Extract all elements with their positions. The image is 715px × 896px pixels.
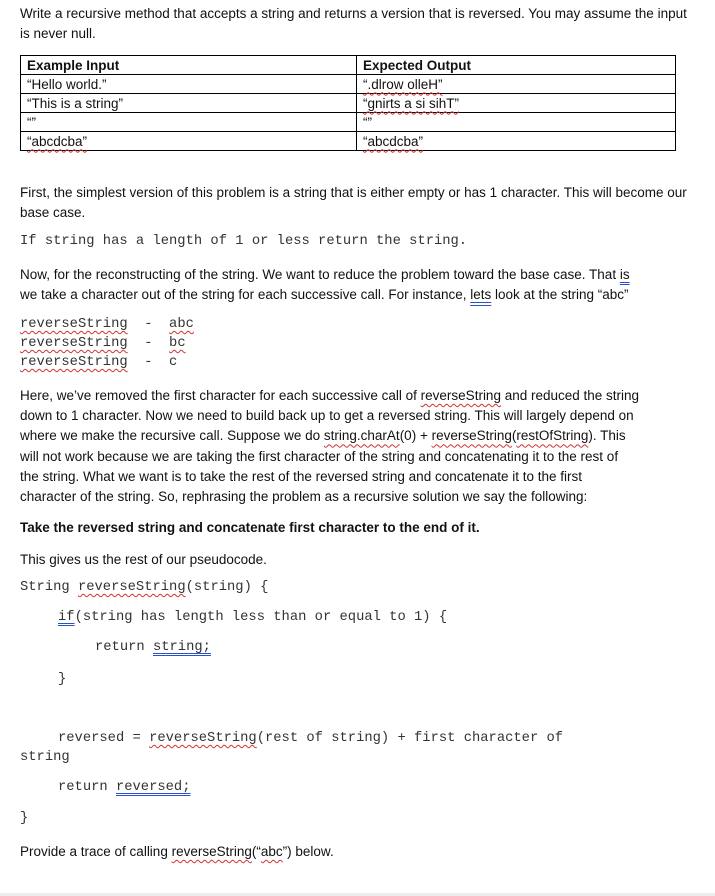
grammar-flag: string; — [152, 640, 211, 655]
explanation-line — [20, 386, 690, 406]
reconstruct-text: look at the string “abc” — [491, 287, 629, 303]
trace-argument: bc — [169, 336, 186, 351]
code-text: reversed = — [58, 731, 150, 746]
reconstruct-line-2 — [20, 285, 690, 305]
grammar-flag: is — [619, 267, 630, 282]
table-row — [21, 113, 676, 132]
trace-line — [20, 317, 194, 332]
pseudo-close-outer: } — [20, 811, 29, 826]
trace-separator: - — [127, 317, 170, 332]
pseudo-reversed-wrap: string — [20, 750, 70, 765]
explanation-text: (0) + — [399, 428, 432, 444]
table-row — [21, 94, 676, 113]
pseudo-close-brace: } — [58, 672, 67, 687]
trace-argument: c — [169, 355, 178, 370]
code-text: String — [20, 580, 78, 595]
reconstruct-line-1 — [20, 265, 690, 285]
code-text: return — [58, 780, 116, 795]
final-text: (“ — [251, 844, 261, 859]
table-cell-output — [357, 94, 676, 113]
explanation-line: character of the string. So, rephrasing the problem as a recursive solution we say the following: — [20, 489, 588, 505]
table-cell-input: “” — [21, 113, 357, 132]
trace-function: reverseString — [20, 355, 128, 370]
base-case-paragraph: First, the simplest version of this problem is a string that is either empty or has 1 character. This will become our base case. — [20, 185, 687, 221]
pseudo-if-line — [58, 610, 447, 625]
table-cell-output — [357, 132, 676, 151]
grammar-flag: if — [58, 610, 75, 625]
trace-argument: abc — [169, 317, 194, 332]
intro-paragraph: Write a recursive method that accepts a string and returns a version that is reversed. You may assume the input is never null. — [20, 6, 687, 42]
explanation-text: ). This — [588, 428, 626, 444]
table-row — [21, 132, 676, 151]
spell-flag: abc — [260, 844, 283, 859]
trace-separator: - — [127, 336, 170, 351]
table-row — [21, 75, 676, 94]
spell-flag: reverseString — [431, 428, 512, 444]
table-cell-input — [21, 132, 357, 151]
bold-statement: Take the reversed string and concatenate first character to the end of it. — [20, 520, 480, 535]
explanation-line: the string. What we want is to take the rest of the reversed string and concatenate it to the first — [20, 468, 583, 484]
explanation-text: Here, we’ve removed the first character for each successive call of — [20, 388, 421, 403]
table-cell-output: “” — [357, 113, 676, 132]
grammar-flag: reversed; — [115, 780, 191, 795]
table-cell-input-text: “abcdcba” — [27, 133, 88, 149]
pseudo-return-line — [95, 640, 211, 655]
explanation-line: down to 1 character. Now we need to build back up to get a reversed string. This will largely depend on — [20, 408, 634, 424]
reconstruct-text: Now, for the reconstructing of the string. We want to reduce the problem toward the base case. That — [20, 267, 620, 282]
pseudo-return-reversed — [58, 780, 190, 795]
final-text: ”) below. — [282, 844, 334, 859]
header-expected-output: Expected Output — [357, 56, 676, 75]
spell-flag: reverseString — [171, 844, 252, 859]
grammar-flag: lets — [470, 287, 492, 303]
table-cell-output — [357, 75, 676, 94]
spell-flag: reverseString — [77, 580, 186, 595]
final-prompt — [20, 842, 690, 862]
pseudo-reversed-line — [58, 731, 563, 746]
trace-separator: - — [127, 355, 170, 370]
table-cell-input: “Hello world.” — [21, 75, 357, 94]
explanation-text: and reduced the string — [500, 388, 640, 403]
base-case-code: If string has a length of 1 or less return the string. — [20, 234, 468, 249]
code-text: (rest of string) + first character of — [256, 731, 564, 746]
trace-line — [20, 336, 186, 351]
trace-line — [20, 355, 177, 370]
trace-function: reverseString — [20, 317, 128, 332]
pseudo-signature — [20, 580, 268, 595]
reconstruct-paragraph — [20, 265, 690, 305]
explanation-line: will not work because we are taking the first character of the string and concatenating it to the rest of — [20, 448, 619, 464]
spell-flag: string.charAt — [323, 428, 400, 444]
trace-function: reverseString — [20, 336, 128, 351]
table-cell-output-text: “.dlrow olleH” — [363, 76, 443, 92]
final-text: Provide a trace of calling — [20, 844, 172, 859]
table-cell-output-text: “abcdcba” — [363, 133, 424, 149]
explanation-line — [20, 426, 690, 446]
examples-table — [20, 55, 676, 151]
header-example-input: Example Input — [21, 56, 357, 75]
spell-flag: reverseString — [420, 388, 501, 403]
spell-flag: restOfString — [516, 428, 589, 444]
code-text: return — [95, 640, 153, 655]
table-header-row — [21, 56, 676, 75]
spell-flag: reverseString — [149, 731, 257, 746]
code-text: (string) { — [185, 580, 269, 595]
reconstruct-text: we take a character out of the string for each successive call. For instance, — [20, 287, 471, 303]
code-text: (string has length less than or equal to 1) { — [74, 610, 448, 625]
table-cell-output-text: “gnirts a si sihT” — [363, 95, 460, 111]
explanation-paragraph — [20, 386, 690, 507]
table-cell-input: “This is a string” — [21, 94, 357, 113]
explanation-text: ( — [511, 428, 517, 444]
explanation-text: where we make the recursive call. Suppose we do — [20, 428, 324, 444]
pseudocode-intro: This gives us the rest of our pseudocode. — [20, 552, 267, 567]
